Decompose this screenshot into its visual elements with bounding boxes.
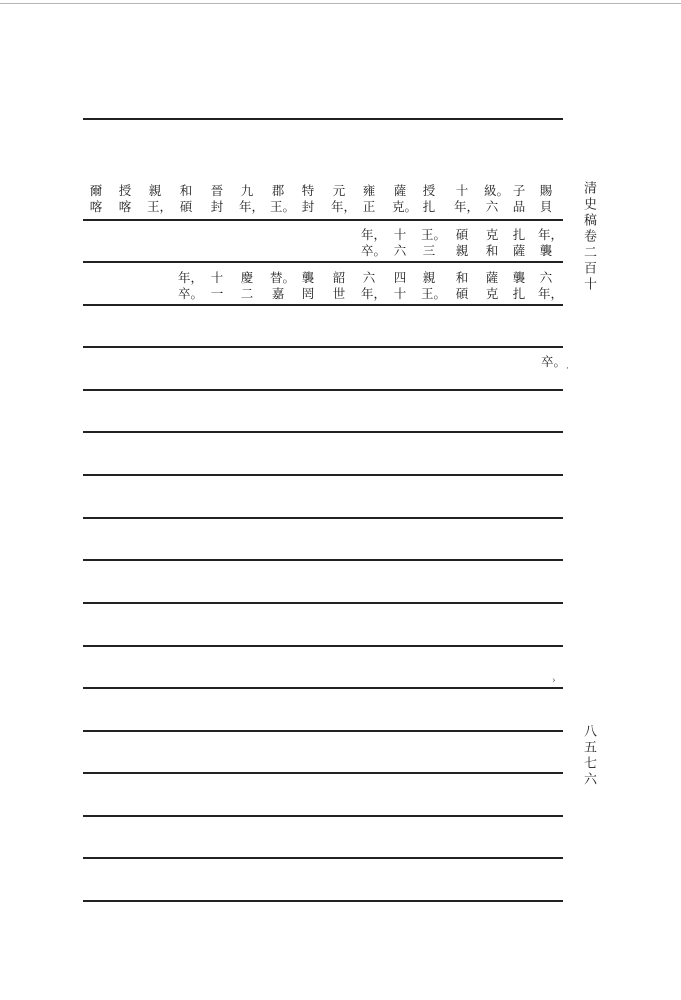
- table-rule: [83, 346, 563, 348]
- text-column: 爾喀: [89, 183, 103, 214]
- table-rule: [83, 687, 563, 689]
- text-column: 四十: [393, 270, 407, 301]
- text-column: 十一: [210, 270, 224, 301]
- table-rule: [83, 559, 563, 561]
- text-column: 和碩: [179, 183, 193, 214]
- text-column: 襲罔: [301, 270, 315, 301]
- table-rule: [83, 431, 563, 433]
- table-rule: [83, 857, 563, 859]
- text-column: 元年，: [331, 183, 357, 214]
- text-column: 十六: [393, 227, 407, 258]
- text-column: 薩克。: [392, 183, 418, 214]
- table-rule: [83, 730, 563, 732]
- text-column: 親王。: [421, 270, 447, 301]
- text-column: 雍正: [362, 183, 376, 214]
- text-column: 碩親: [455, 227, 469, 258]
- text-column: 韶世: [332, 270, 346, 301]
- table-rule: [83, 900, 563, 902]
- running-title: 清史稿卷二百十: [581, 181, 596, 293]
- text-column: 薩克: [485, 270, 499, 301]
- text-column: 九年，: [239, 183, 265, 214]
- text-column: 郡王。: [270, 183, 296, 214]
- text-column: 替。嘉: [270, 270, 296, 301]
- text-column: 特封: [301, 183, 315, 214]
- text-column: 六年，: [538, 270, 564, 301]
- text-column: 親王，: [147, 183, 173, 214]
- text-column: 襲扎: [512, 270, 526, 301]
- text-column: 子品: [512, 183, 526, 214]
- text-column: 六年，: [361, 270, 387, 301]
- text-column: 和碩: [455, 270, 469, 301]
- table-rule: [83, 118, 563, 120]
- table-rule: [83, 602, 563, 604]
- text-column: 授喀: [118, 183, 132, 214]
- table-rule: [83, 772, 563, 774]
- text-column: 扎薩: [512, 227, 526, 258]
- text-column: 級。六: [484, 183, 510, 214]
- table-rule: [83, 815, 563, 817]
- table-rule: [83, 645, 563, 647]
- text-column: 賜貝: [539, 183, 553, 214]
- table-rule: [83, 517, 563, 519]
- scan-speck: ·: [566, 364, 569, 374]
- table-rule: [83, 389, 563, 391]
- table-rule: [83, 261, 563, 263]
- text-column: 年，襲: [538, 227, 564, 258]
- text-column: 授扎: [422, 183, 436, 214]
- text-column: 慶二: [240, 270, 254, 301]
- page-number: 八五七六: [581, 724, 596, 788]
- text-column: 十年，: [454, 183, 480, 214]
- text-column: 晉封: [210, 183, 224, 214]
- table-rule: [83, 474, 563, 476]
- scan-top-edge: [0, 3, 681, 4]
- text-cell: 卒。: [541, 354, 567, 369]
- text-column: 年，卒。: [361, 227, 387, 258]
- table-rule: [83, 304, 563, 306]
- text-column: 王。三: [421, 227, 447, 258]
- table-rule: [83, 219, 563, 221]
- scan-speck: ›: [552, 676, 556, 686]
- text-column: 克和: [485, 227, 499, 258]
- text-column: 年，卒。: [178, 270, 204, 301]
